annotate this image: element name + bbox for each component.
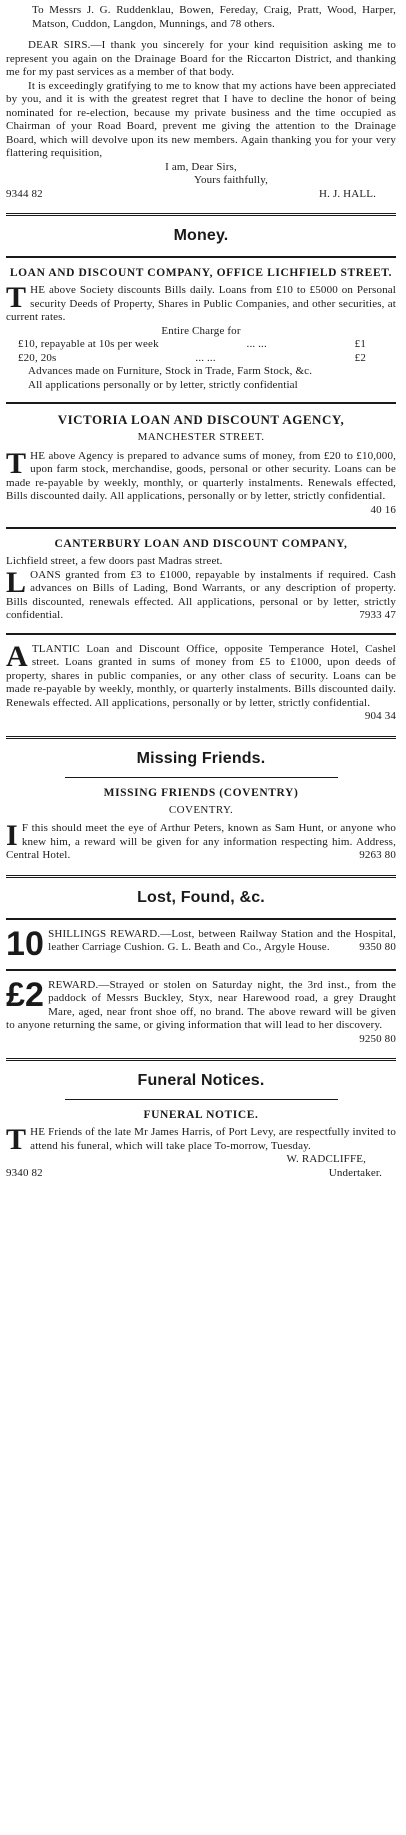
- money-heading: Money.: [173, 227, 229, 244]
- rate-left: £10, repayable at 10s per week: [18, 338, 159, 350]
- letter-signature-row: [6, 188, 396, 202]
- missing-title: MISSING FRIENDS (COVENTRY): [103, 786, 299, 799]
- ad-divider: [6, 633, 396, 635]
- ad-divider: [6, 402, 396, 404]
- dropcap: T: [6, 281, 27, 314]
- ad-divider: [65, 777, 338, 778]
- atlantic-loan-ad: [6, 639, 396, 724]
- dropcap: 10: [6, 924, 45, 963]
- atlantic-body: TLANTIC Loan and Discount Office, opposite Temperance Hotel, Cashel street. Loans granted in sums of money from £5 to £1000, upon deeds of property, shares in public companies, or any other class of security. Loans can be made re-payable by weekly, monthly, or quarterly instalments. Bills discounted daily. Renewals effected. All applications, personally or by letter, strictly confidential.: [6, 642, 396, 709]
- dropcap: £2: [6, 975, 45, 1014]
- missing-subtitle: COVENTRY.: [168, 803, 234, 816]
- rate-left: £20, 20s: [18, 351, 57, 364]
- victoria-ref-number: 40 16: [370, 503, 396, 516]
- victoria-title: VICTORIA LOAN AND DISCOUNT AGENCY,: [57, 412, 345, 427]
- section-divider: [6, 213, 396, 216]
- section-divider: [6, 875, 396, 878]
- rate-row: [18, 352, 396, 366]
- shillings-ref-number: 9350 80: [359, 941, 396, 953]
- rate-dots: ... ...: [195, 351, 216, 364]
- dropcap: T: [6, 446, 27, 480]
- funeral-body: HE Friends of the late Mr James Harris, of Port Levy, are respectfully invited to attend his funeral, which will take place To-morrow, Tuesday.: [30, 1126, 396, 1152]
- canterbury-loan-ad: [6, 537, 396, 623]
- lost-found-heading: Lost, Found, &c.: [137, 888, 265, 906]
- letter-notice: [6, 4, 396, 201]
- ad-divider: [6, 918, 396, 920]
- letter-paragraph-1: DEAR SIRS.—I thank you sincerely for your kind requisition asking me to represent you again on the Drainage Board for the Riccarton District, and thanking me for my past services as a member of that body.: [6, 39, 396, 78]
- canterbury-title: CANTERBURY LOAN AND DISCOUNT COMPANY,: [54, 538, 348, 550]
- victoria-subtitle: MANCHESTER STREET.: [137, 431, 265, 443]
- atlantic-ref-number: 904 34: [364, 710, 396, 722]
- loan-discount-body-2: Advances made on Furniture, Stock in Trade, Farm Stock, &c.: [28, 365, 313, 377]
- canterbury-body: OANS granted from £3 to £1000, repayable by instalments if required. Cash advances on Bills of Lading, Bond Warrants, or any description of property. Bills discounted, renewals effected. All applications, personal or by letter, strictly confidential.: [6, 568, 396, 621]
- canterbury-subtitle: Lichfield street, a few doors past Madras street.: [6, 555, 223, 567]
- rate-dots: ... ...: [246, 338, 267, 350]
- rate-table: [18, 338, 396, 365]
- loan-discount-body-3: All applications personally or by letter, strictly confidential: [28, 378, 298, 391]
- ad-divider: [6, 527, 396, 529]
- dropcap: A: [6, 639, 28, 673]
- ad-divider: [6, 256, 396, 258]
- rate-right: £1: [354, 338, 366, 350]
- funeral-role: Undertaker.: [328, 1166, 382, 1179]
- victoria-loan-ad: [6, 412, 396, 517]
- charge-heading: Entire Charge for: [161, 324, 241, 337]
- funeral-ref-number: 9340 82: [6, 1166, 43, 1179]
- shillings-reward-ad: [6, 924, 396, 963]
- canterbury-ref-number: 7933 47: [359, 609, 396, 621]
- dropcap: L: [6, 565, 27, 599]
- letter-closing-2: Yours faithfully,: [193, 174, 269, 186]
- shillings-body: SHILLINGS REWARD.—Lost, between Railway Station and the Hospital, leather Carriage Cushion. G. L. Beath and Co., Argyle House.: [48, 927, 396, 953]
- rate-right: £2: [354, 351, 366, 364]
- missing-ref-number: 9263 80: [359, 849, 396, 861]
- pound-body: REWARD.—Strayed or stolen on Saturday night, the 3rd inst., from the paddock of Messrs Buckley, Styx, near Harewood road, a grey Draught Mare, aged, near front shoe off, no brand. The above reward will be given to anyone returning the same, or giving information that will lead to her discovery.: [6, 978, 396, 1031]
- pound-ref-number: 9250 80: [359, 1032, 396, 1045]
- funeral-notice-ad: [6, 1108, 396, 1180]
- victoria-body: HE above Agency is prepared to advance sums of money, from £20 to £10,000, upon farm stock, merchandise, goods, personal or other security. Loans can be made re-payable by weekly, monthly, or quarterly instalments. Renewals effected, Bills discounted daily. All applications, personally or by letter, strictly confidential.: [6, 449, 396, 502]
- missing-friends-ad: [6, 786, 396, 863]
- letter-paragraph-2: It is exceedingly gratifying to me to know that my actions have been appreciated by you, and it is with the greatest regret that I have to decline the honor of being nominated for re-election, because my private business and the time occupied as Chairman of your Road Board, prevent me giving the attention to the Drainage Board, which will devolve upon its new members. Again thanking you for your very flattering requisition,: [6, 79, 396, 159]
- funeral-signature-row: [6, 1167, 396, 1181]
- pound-reward-ad: [6, 975, 396, 1047]
- ad-divider: [6, 969, 396, 971]
- funeral-title: FUNERAL NOTICE.: [143, 1109, 259, 1121]
- ad-divider: [65, 1099, 338, 1100]
- section-divider: [6, 736, 396, 739]
- letter-ref-number: 9344 82: [6, 187, 43, 200]
- dropcap: T: [6, 1123, 27, 1156]
- rate-row: [18, 338, 396, 352]
- letter-closing-1: I am, Dear Sirs,: [165, 160, 237, 173]
- missing-body: F this should meet the eye of Arthur Peters, known as Sam Hunt, or anyone who knew him, a reward will be given for any information respecting him. Address, Central Hotel.: [6, 822, 396, 861]
- missing-friends-heading: Missing Friends.: [136, 749, 266, 767]
- loan-discount-title: LOAN AND DISCOUNT COMPANY, OFFICE LICHFIELD STREET.: [9, 267, 393, 279]
- section-divider: [6, 1058, 396, 1061]
- letter-signature: H. J. HALL.: [319, 187, 376, 200]
- funeral-signature: W. RADCLIFFE,: [286, 1153, 366, 1165]
- dropcap: I: [6, 819, 18, 852]
- loan-discount-ad: [6, 266, 396, 392]
- funeral-heading: Funeral Notices.: [137, 1072, 265, 1089]
- letter-addressee: To Messrs J. G. Ruddenklau, Bowen, Fereday, Craig, Pratt, Wood, Harper, Matson, Cuddon, Langdon, Munnings, and 78 others.: [32, 4, 396, 30]
- loan-discount-body: HE above Society discounts Bills daily. Loans from £10 to £5000 on Personal security Deeds of Property, Shares in Public Companies, and other securities, at current rates.: [6, 284, 396, 323]
